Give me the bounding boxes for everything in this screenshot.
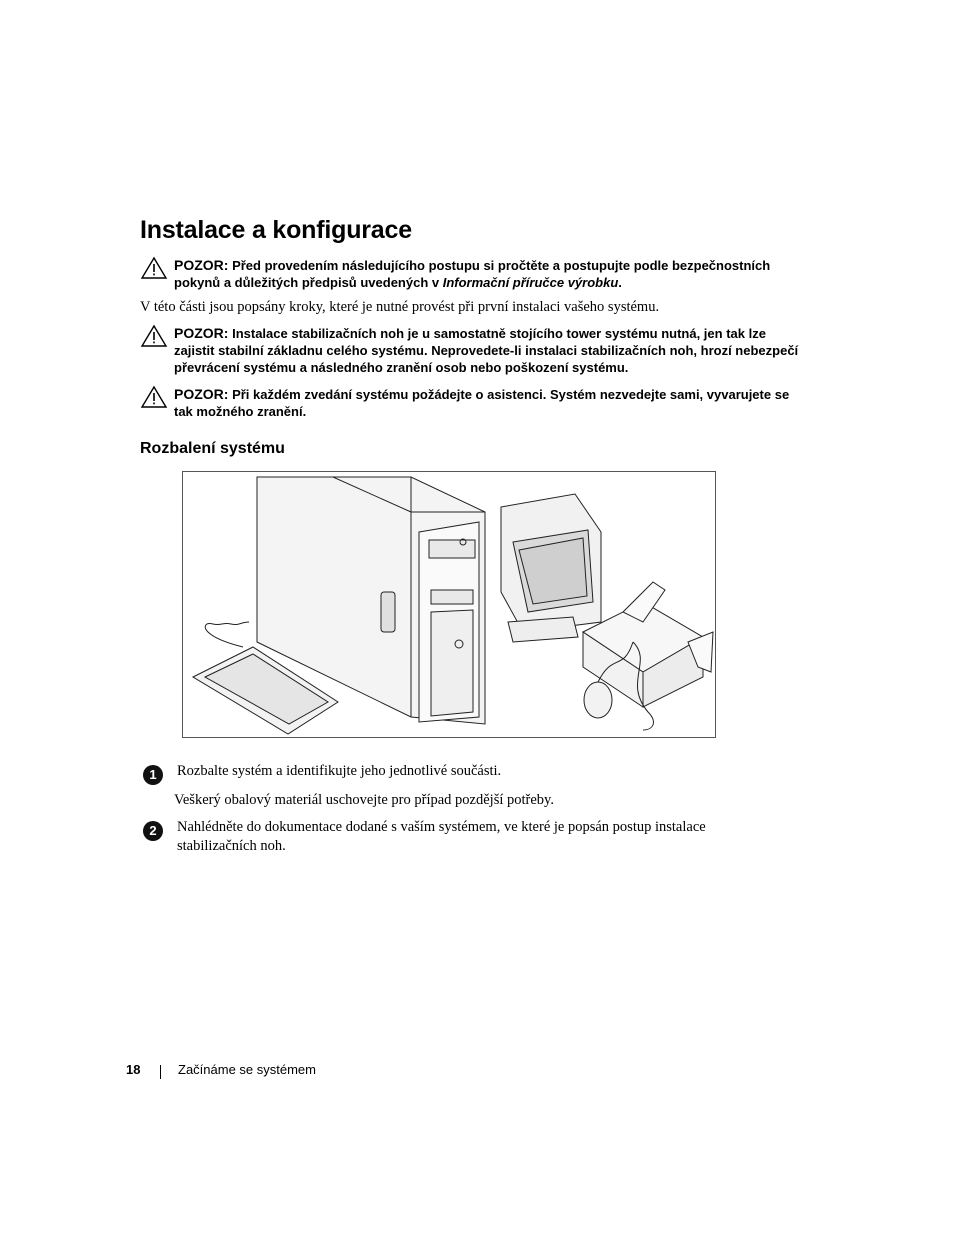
warning-1 bbox=[140, 257, 800, 291]
warning-2 bbox=[140, 325, 800, 376]
step-1 bbox=[143, 762, 757, 781]
section-title: Rozbalení systému bbox=[140, 440, 285, 457]
step-2 bbox=[143, 818, 757, 856]
warning-label: POZOR: bbox=[174, 386, 229, 402]
system-unpacking-illustration bbox=[182, 471, 716, 738]
step-number-badge: 1 bbox=[143, 765, 163, 785]
step-text: Rozbalte systém a identifikujte jeho jednotlivé součásti. bbox=[177, 763, 502, 779]
warning-label: POZOR: bbox=[174, 325, 229, 341]
illustration-drawing bbox=[183, 472, 715, 737]
step-text: Nahlédněte do dokumentace dodané s vaším systémem, ve které je popsán postup instalace stabilizačních noh. bbox=[177, 819, 706, 854]
warning-triangle-icon bbox=[140, 385, 168, 409]
footer-separator bbox=[160, 1065, 161, 1079]
warning-label: POZOR: bbox=[174, 257, 229, 273]
warning-triangle-icon bbox=[140, 324, 168, 348]
step-number-badge: 2 bbox=[143, 821, 163, 841]
warning-text-end: . bbox=[618, 275, 622, 290]
step-1-note: Veškerý obalový materiál uschovejte pro případ pozdější potřeby. bbox=[174, 792, 554, 808]
warning-italic-ref: Informační příručce výrobku bbox=[442, 275, 619, 290]
warning-triangle-icon bbox=[140, 256, 168, 280]
warning-text: Před provedením následujícího postupu si pročtěte a postupujte podle bezpečnostních pokynů a důležitých předpisů uvedených v bbox=[174, 258, 771, 290]
warning-text: Při každém zvedání systému požádejte o asistenci. Systém nezvedejte sami, vyvarujete se tak možného zranění. bbox=[174, 387, 790, 419]
page-title: Instalace a konfigurace bbox=[140, 216, 412, 244]
intro-paragraph: V této části jsou popsány kroky, které je nutné provést při první instalaci vašeho systému. bbox=[140, 299, 660, 315]
footer-section-title: Začínáme se systémem bbox=[178, 1062, 316, 1077]
page-number: 18 bbox=[126, 1062, 141, 1077]
warning-text: Instalace stabilizačních noh je u samostatně stojícího tower systému nutná, jen tak lze zajistit stabilní základnu celého systému. Neprovedete-li instalaci stabilizačních noh, hrozí nebezpečí převrácení systému a následného zranění osob nebo poškození systému. bbox=[174, 326, 799, 375]
warning-3 bbox=[140, 386, 800, 420]
